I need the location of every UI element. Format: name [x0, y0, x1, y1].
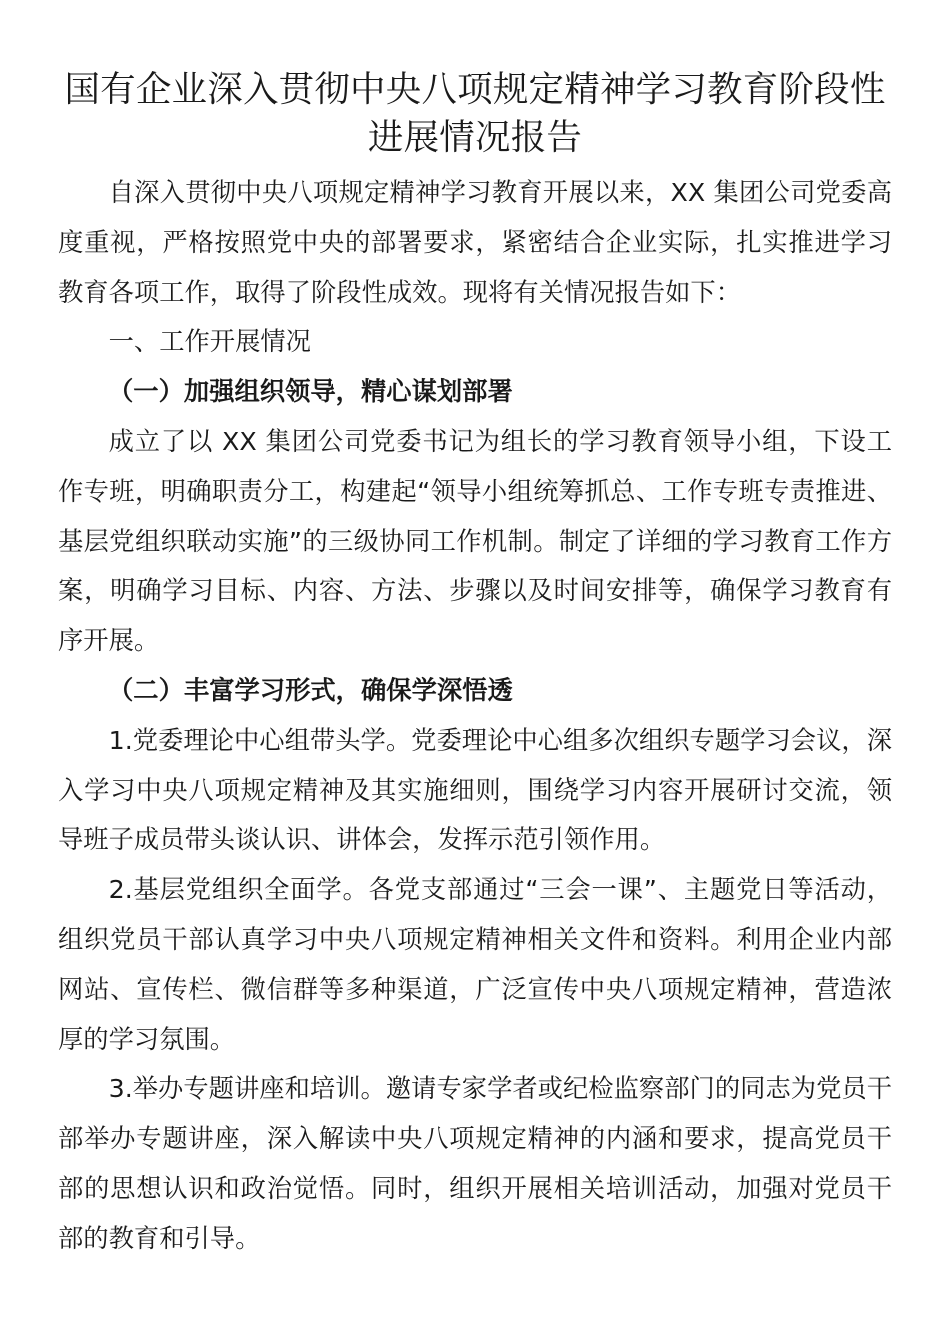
subsection-heading-learning-forms: （二）丰富学习形式，确保学深悟透: [108, 675, 513, 705]
title-line-1: 国有企业深入贯彻中央八项规定精神学习教育阶段性: [64, 69, 886, 110]
learning-item-2: 2.基层党组织全面学。各党支部通过“三会一课”、主题党日等活动，组织党员干部认真学习中央八项规定精神相关文件和资料。利用企业内部网站、宣传栏、微信群等多种渠道，广泛宣传中央八项规定精神，营造浓厚的学习氛围。: [58, 875, 892, 1054]
title-line-2: 进展情况报告: [367, 117, 583, 158]
learning-item-1: 1.党委理论中心组带头学。党委理论中心组多次组织专题学习会议，深入学习中央八项规定精神及其实施细则，围绕学习内容开展研讨交流，领导班子成员带头谈认识、讲体会，发挥示范引领作用。: [58, 725, 892, 855]
document-body: [58, 168, 892, 1264]
intro-paragraph: 自深入贯彻中央八项规定精神学习教育开展以来，XX 集团公司党委高度重视，严格按照党中央的部署要求，紧密结合企业实际，扎实推进学习教育各项工作，取得了阶段性成效。现将有关情况报告如下：: [58, 178, 892, 307]
learning-item-3: 3.举办专题讲座和培训。邀请专家学者或纪检监察部门的同志为党员干部举办专题讲座，深入解读中央八项规定精神的内涵和要求，提高党员干部的思想认识和政治觉悟。同时，组织开展相关培训活动，加强对党员干部的教育和引导。: [58, 1074, 892, 1253]
section-heading-work-progress: 一、工作开展情况: [108, 327, 311, 357]
document-title: [58, 66, 892, 162]
document-page: [58, 66, 892, 1264]
organization-paragraph: 成立了以 XX 集团公司党委书记为组长的学习教育领导小组，下设工作专班，明确职责分工，构建起“领导小组统筹抓总、工作专班专责推进、基层党组织联动实施”的三级协同工作机制。制定了详细的学习教育工作方案，明确学习目标、内容、方法、步骤以及时间安排等，确保学习教育有序开展。: [58, 426, 892, 656]
subsection-heading-organization: （一）加强组织领导，精心谋划部署: [108, 377, 513, 407]
